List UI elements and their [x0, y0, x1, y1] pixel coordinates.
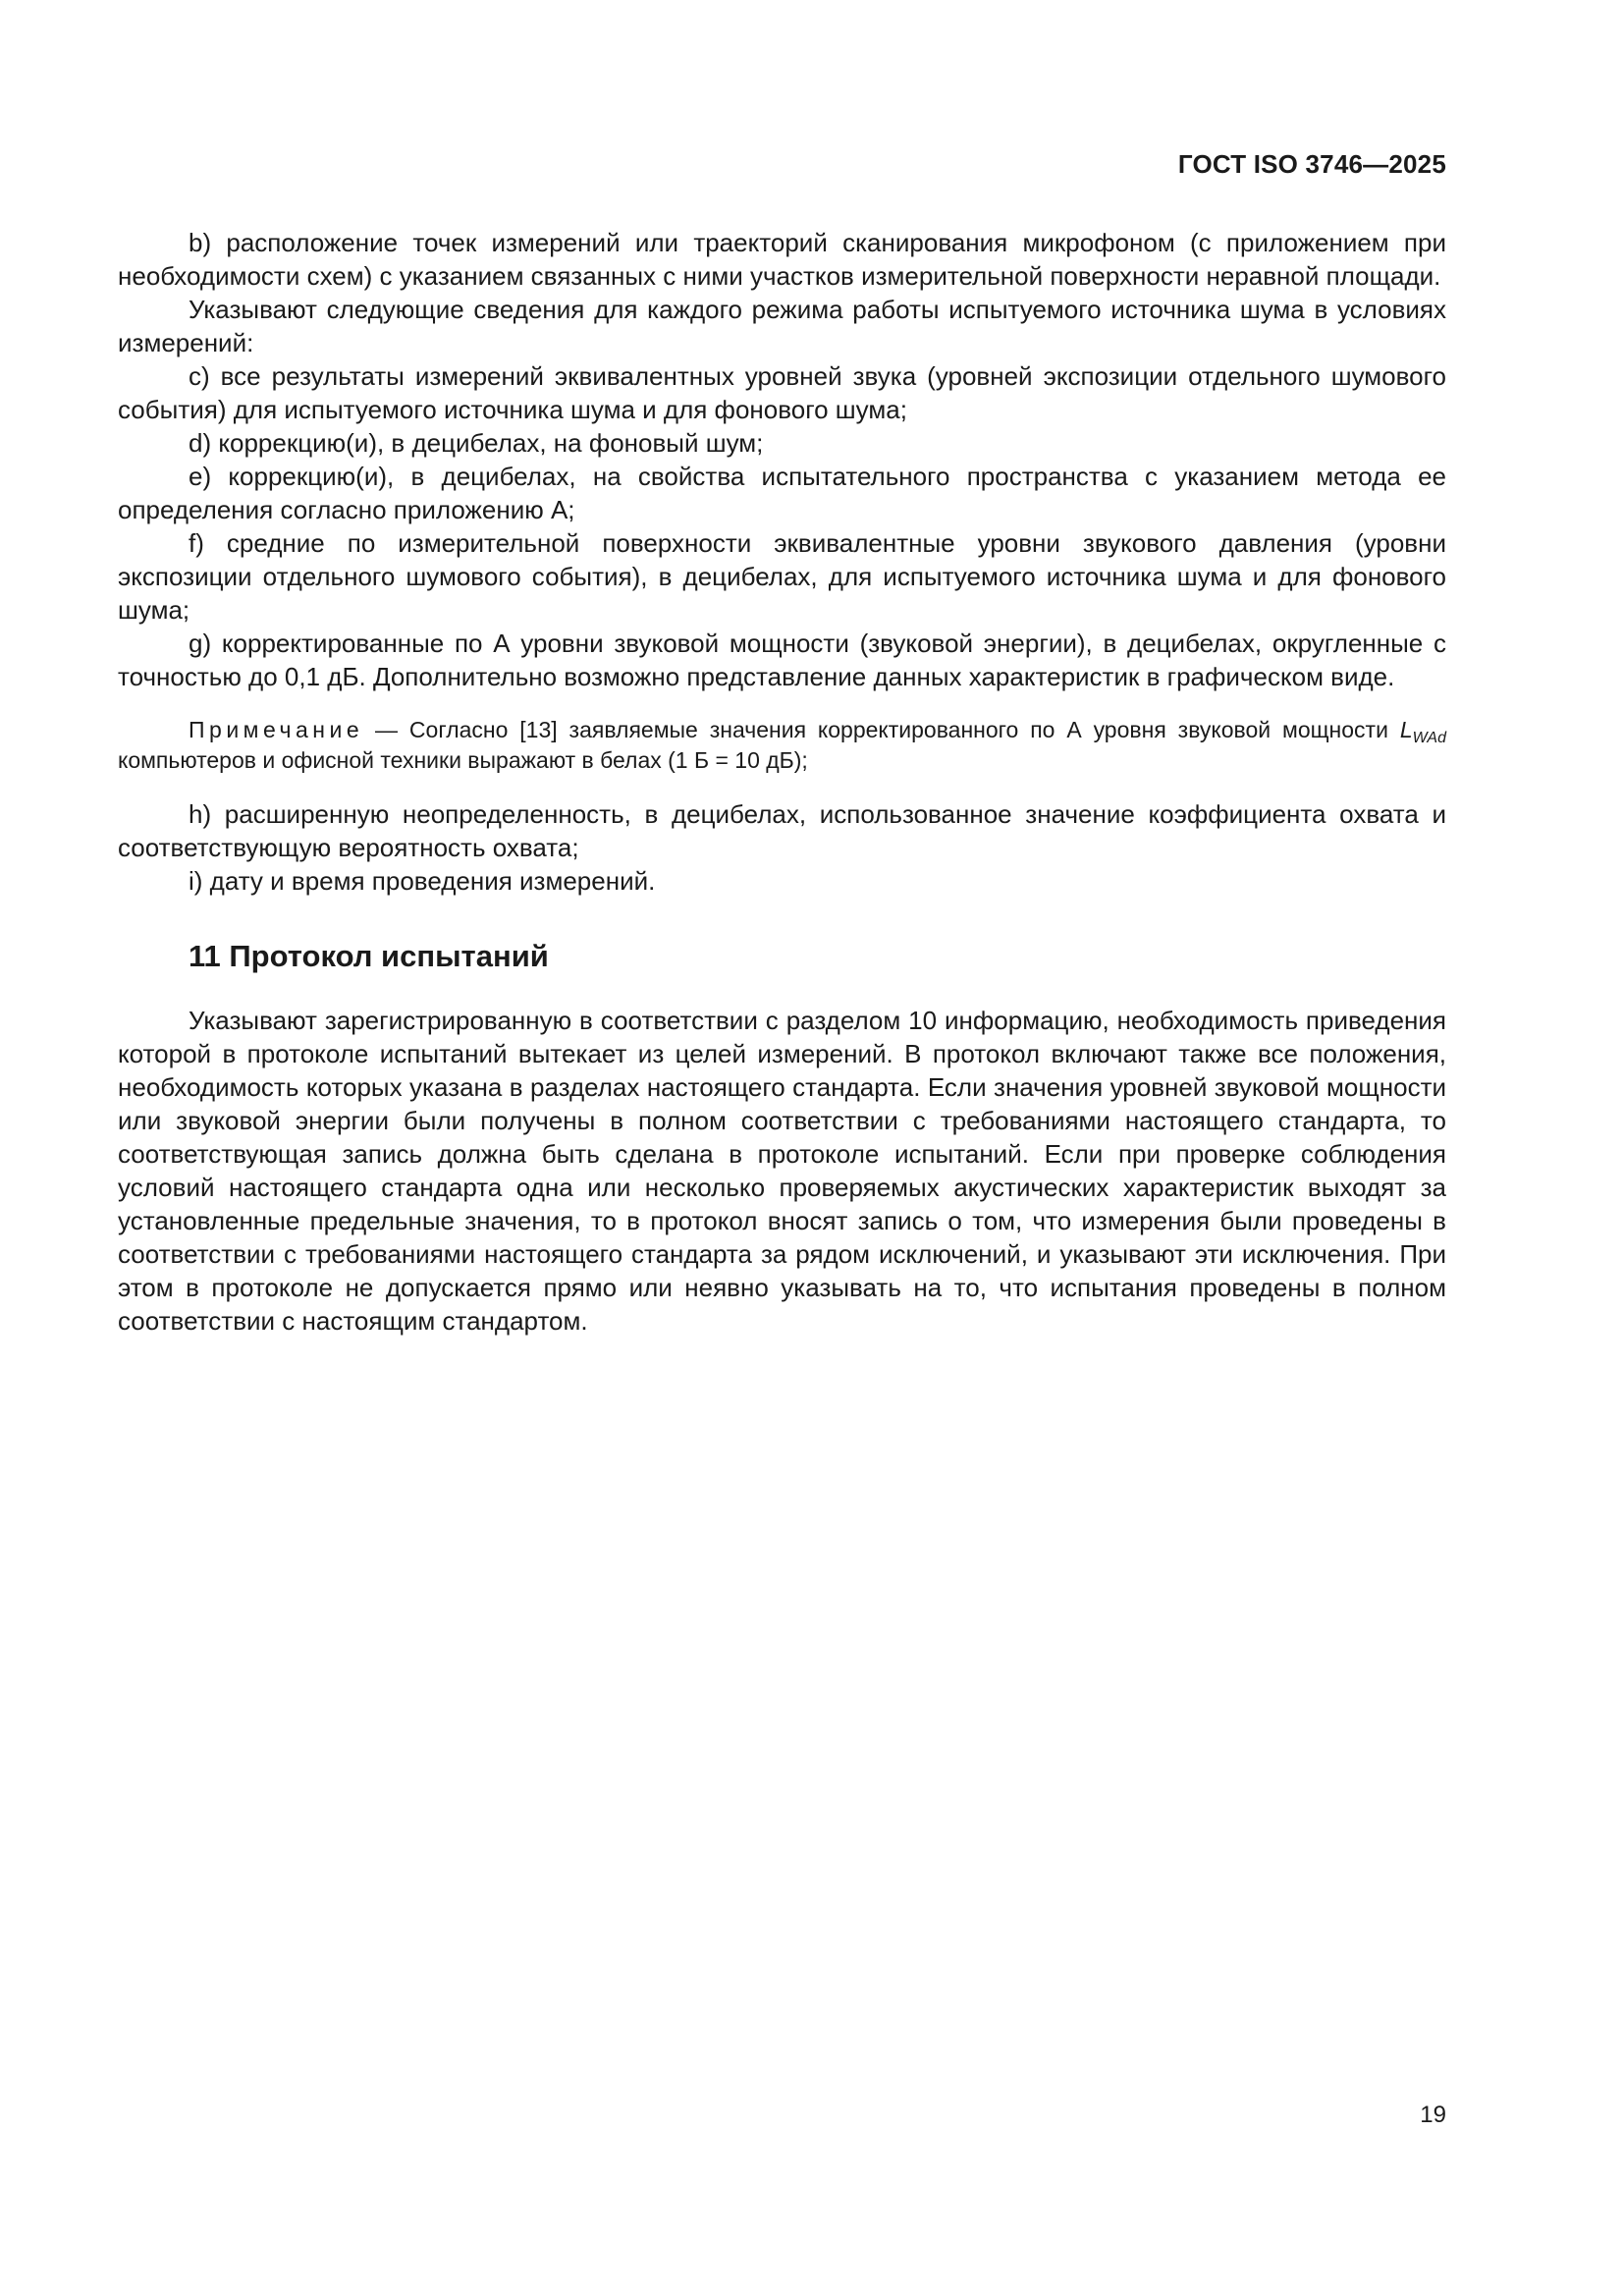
note-symbol: L	[1399, 717, 1413, 742]
list-item-b: b) расположение точек измерений или траекторий сканирования микрофоном (с приложением при необходимости схем) с указанием связанных с ними участков измерительной поверхности неравной площади.	[118, 228, 1446, 291]
note-text-before: — Согласно [13] заявляемые значения корректированного по А уровня звуковой мощности	[363, 717, 1400, 742]
document-code-header: ГОСТ ISO 3746—2025	[1177, 149, 1446, 179]
list-item-g: g) корректированные по А уровни звуковой мощности (звуковой энергии), в децибелах, округленные с точностью до 0,1 дБ. Дополнительно возможно представление данных характеристик в графическом виде.	[118, 629, 1446, 691]
list-item-h: h) расширенную неопределенность, в децибелах, использованное значение коэффициента охвата и соответствующую вероятность охвата;	[118, 799, 1446, 862]
note-label: Примечание	[189, 717, 364, 742]
intro-paragraph: Указывают следующие сведения для каждого режима работы испытуемого источника шума в условиях измерений:	[118, 295, 1446, 357]
note-symbol-subscript: WAd	[1412, 730, 1446, 746]
list-item-c: c) все результаты измерений эквивалентных уровней звука (уровней экспозиции отдельного шумового события) для испытуемого источника шума и для фонового шума;	[118, 361, 1446, 424]
note-text-after: компьютеров и офисной техники выражают в белах (1 Б = 10 дБ);	[118, 747, 808, 773]
section-title: 11 Протокол испытаний	[189, 939, 549, 973]
section-body: Указывают зарегистрированную в соответствии с разделом 10 информацию, необходимость приведения которой в протоколе испытаний вытекает из целей измерений. В протокол включают также все положения, необходимость которых указана в разделах настоящего стандарта. Если значения уровней звуковой мощности или звуковой энергии были получены в полном соответствии с требованиями настоящего стандарта, то соответствующая запись должна быть сделана в протоколе испытаний. Если при проверке соблюдения условий настоящего стандарта одна или несколько проверяемых акустических характеристик выходят за установленные предельные значения, то в протокол вносят запись о том, что измерения были проведены в соответствии с требованиями настоящего стандарта за рядом исключений, и указывают эти исключения. При этом в протоколе не допускается прямо или неявно указывать на то, что испытания проведены в полном соответствии с настоящим стандартом.	[118, 1006, 1446, 1336]
body-text	[118, 226, 1446, 1338]
list-item-e: e) коррекцию(и), в децибелах, на свойства испытательного пространства с указанием метода ее определения согласно приложению А;	[118, 462, 1446, 524]
list-item-d: d) коррекцию(и), в децибелах, на фоновый шум;	[189, 428, 764, 458]
list-item-i: i) дату и время проведения измерений.	[189, 866, 656, 896]
page-number: 19	[1420, 2102, 1446, 2128]
list-item-f: f) средние по измерительной поверхности эквивалентные уровни звукового давления (уровни экспозиции отдельного шумового события), в децибелах, для испытуемого источника шума и для фонового шума;	[118, 528, 1446, 625]
note	[118, 715, 1446, 776]
